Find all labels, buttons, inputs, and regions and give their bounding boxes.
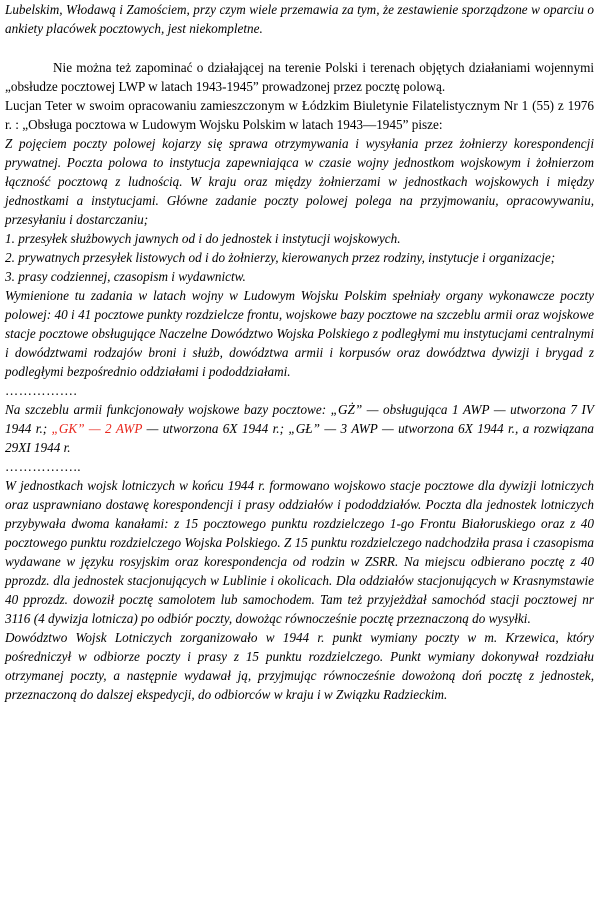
document-page [5, 0, 594, 704]
army-bases-text-1: Na szczeblu armii funkcjonowały wojskowe bazy pocztowe: „GŻ” — obsługująca 1 AWP — utworzona 7 IV 1944 r.; [5, 402, 594, 436]
list-item: 1. przesyłek służbowych jawnych od i do jednostek i instytucji wojskowych. [5, 231, 401, 246]
highlighted-base-gk: „GK” — 2 AWP [51, 421, 143, 436]
intro-closing-paragraph: Lubelskim, Włodawą i Zamościem, przy czym wiele przemawia za tym, że zestawienie sporządzone w oparciu o ankiety placówek pocztowych, jest niekompletne. [5, 2, 594, 36]
army-bases-text-2: — utworzona 6X 1944 r.; „GŁ” — 3 AWP — utworzona 6X 1944 r., a rozwiązana 29XI 1944 r. [5, 421, 595, 455]
ellipsis-separator: ……………. [5, 383, 78, 398]
aviation-command-paragraph: Dowództwo Wojsk Lotniczych zorganizowało w 1944 r. punkt wymiany poczty w m. Krzewica, który pośredniczył w odbiorze poczty i prasy z 15 punktu rozdzielczego. Punkt wymiany dokonywał rozdziału otrzymanej poczty, a następnie wydawał ją, przyjmując równocześnie dowożoną doń pocztę z jednostek, przeznaczoną do dalszej ekspedycji, do odbiorców w kraju i w Związku Radzieckim. [5, 630, 594, 702]
list-item: 3. prasy codziennej, czasopism i wydawnictw. [5, 269, 246, 284]
list-item: 2. prywatnych przesyłek listowych od i do żołnierzy, kierowanych przez rodziny, instytucje i organizacje; [5, 250, 556, 265]
aviation-units-paragraph: W jednostkach wojsk lotniczych w końcu 1944 r. formowano wojskowo stacje pocztowe dla dywizji lotniczych oraz usprawniano dostawę korespondencji i prasy oddziałów i pododdziałów. Poczta dla jednostek lotniczych przybywała dwoma kanałami: z 15 pocztowego punktu rozdzielczego 1-go Frontu Białoruskiego oraz z 40 pocztowego punktu rozdzielczego Wojska Polskiego. Z 15 punktu rozdzielczego nadchodziła prasa i czasopisma wydawane w języku rosyjskim oraz korespondencja od rodzin w ZSRR. Na miejscu odbierano pocztę z 40 pprozdz. dla jednostek stacjonujących w Lublinie i okolicach. Dla oddziałów stacjonujących w Krasnymstawie 40 pprozdz. dowoził pocztę samolotem lub samochodem. Tam też przyjeżdżał samochód stacji pocztowej nr 3116 (4 dywizja lotnicza) po odbiór poczty, dowożąc równocześnie pocztę przeznaczoną do wysyłki. [5, 478, 594, 626]
army-bases-paragraph [5, 400, 594, 457]
quote-main-paragraph: Z pojęciem poczty polowej kojarzy się sprawa otrzymywania i wysyłania przez żołnierzy korespondencji prywatnej. Poczta polowa to instytucja zapewniająca w czasie wojny jednostkom wojskowym i żołnierzom łączność pocztową z ludnością. W kraju oraz między żołnierzami w jednostkach wojskowych i między jednostkami a instytucjami. Główne zadanie poczty polowej polega na przyjmowaniu, opracowywaniu, przesyłaniu i dostarczaniu; [5, 136, 594, 227]
quote-tasks-paragraph: Wymienione tu zadania w latach wojny w Ludowym Wojsku Polskim spełniały organy wykonawcze poczty polowej: 40 i 41 pocztowe punkty rozdzielcze frontu, wojskowe bazy pocztowe na szczeblu armii oraz wojskowe stacje pocztowe obsługujące Naczelne Dowództwo Wojska Polskiego z podległymi mu instytucjami centralnymi i dowództwami rodzajów broni i służb, dowództwa armii i korpusów oraz dowództwa dywizji i brygad z podległymi bezpośrednio oddziałami i pododdziałami. [5, 288, 594, 379]
field-post-paragraph: Nie można też zapominać o działającej na terenie Polski i terenach objętych działaniami wojennymi „obsłudze pocztowej LWP w latach 1943-1945” prowadzonej przez pocztę polową. [5, 60, 594, 94]
teter-intro-paragraph: Lucjan Teter w swoim opracowaniu zamieszczonym w Łódzkim Biuletynie Filatelistycznym Nr 1 (55) z 1976 r. : „Obsługa pocztowa w Ludowym Wojsku Polskim w latach 1943—1945” pisze: [5, 98, 594, 132]
ellipsis-separator: …………….. [5, 459, 82, 474]
